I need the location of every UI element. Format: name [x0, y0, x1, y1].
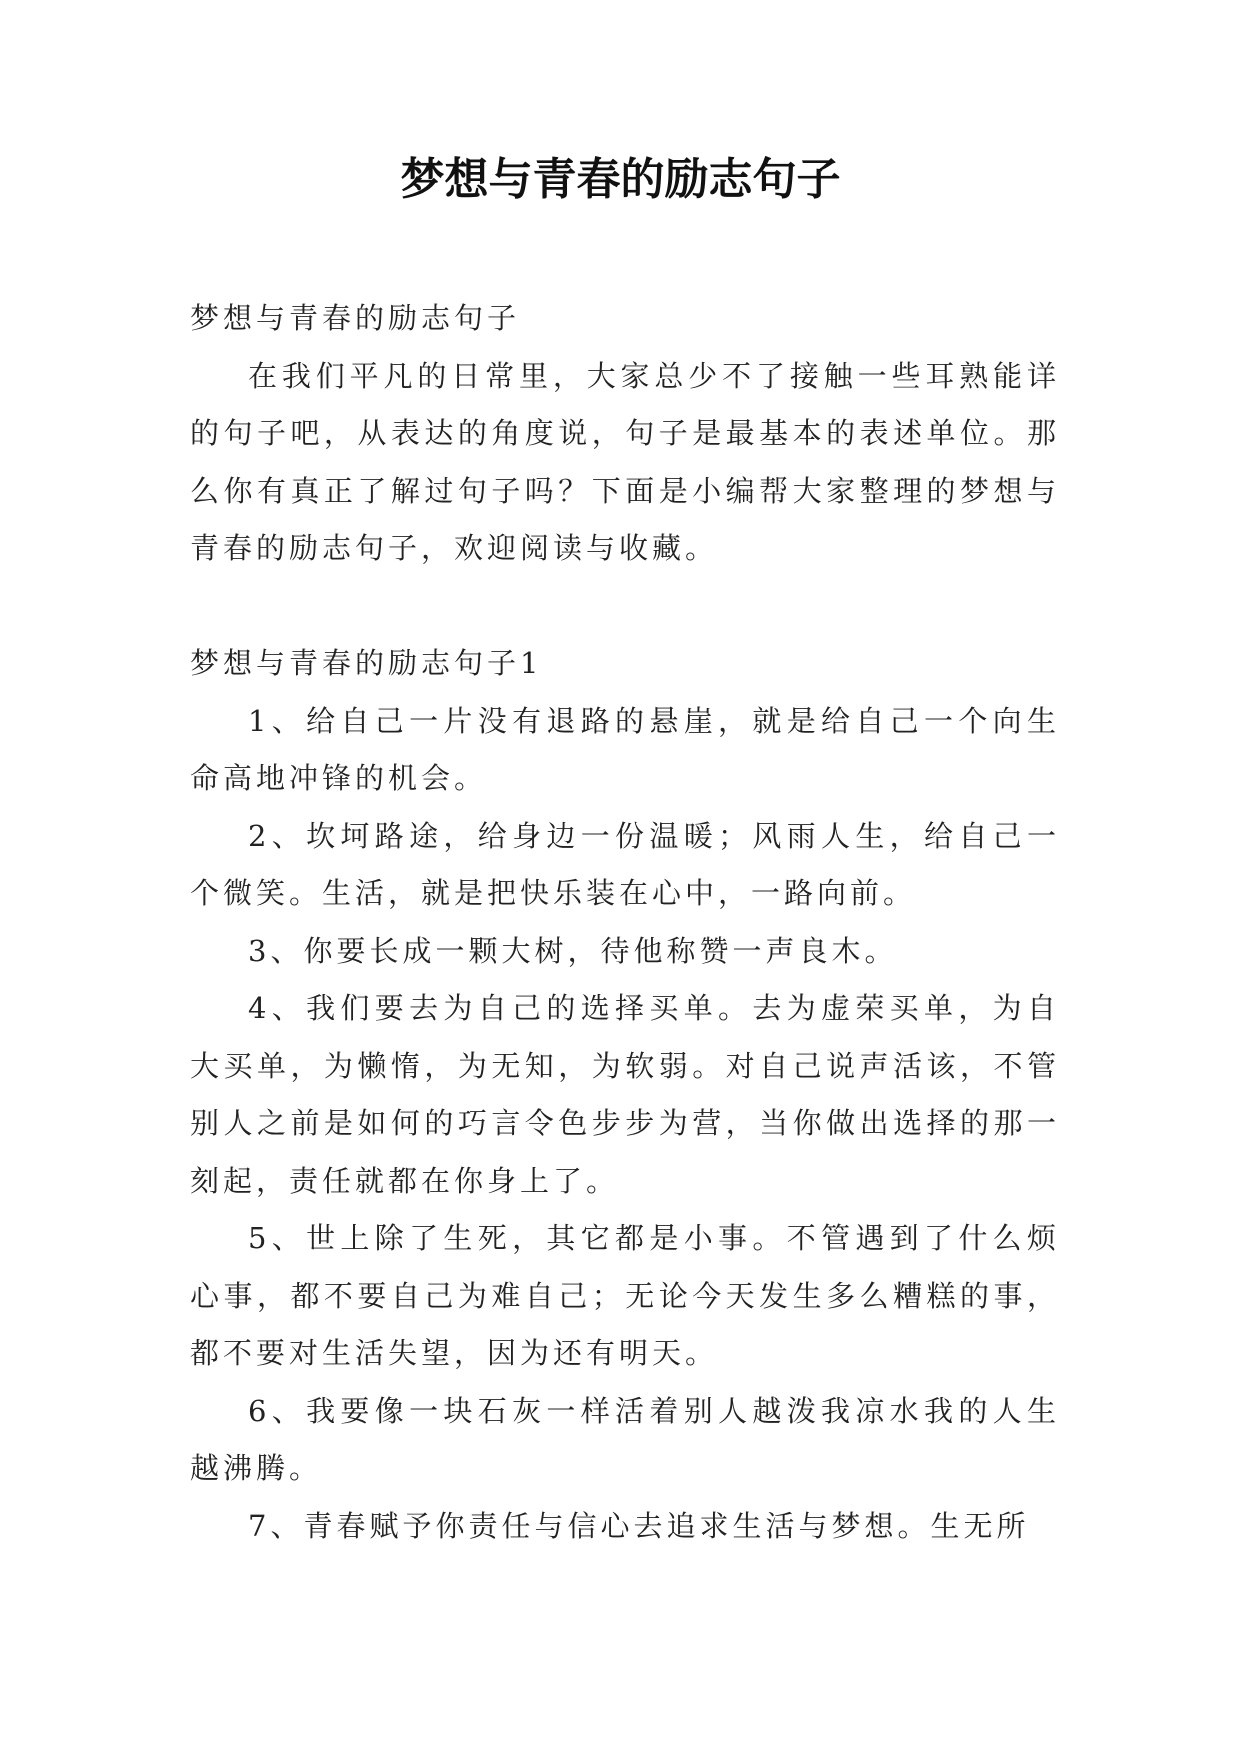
section-heading: 梦想与青春的励志句子1	[190, 646, 543, 680]
quote-item-1: 1、给自己一片没有退路的悬崖，就是给自己一个向生命高地冲锋的机会。	[190, 703, 1060, 795]
document-subtitle: 梦想与青春的励志句子	[190, 301, 521, 335]
document-title: 梦想与青春的励志句子	[400, 154, 841, 205]
document-body	[190, 290, 1060, 1555]
quote-item-2: 2、坎坷路途，给身边一份温暖；风雨人生，给自己一个微笑。生活，就是把快乐装在心中，一路向前。	[190, 818, 1060, 910]
quote-item-3: 3、你要长成一颗大树，待他称赞一声良木。	[248, 933, 898, 968]
quote-item-5: 5、世上除了生死，其它都是小事。不管遇到了什么烦心事，都不要自己为难自己；无论今天发生多么糟糕的事，都不要对生活失望，因为还有明天。	[190, 1221, 1060, 1370]
quote-item-6: 6、我要像一块石灰一样活着别人越泼我凉水我的人生越沸腾。	[190, 1393, 1060, 1485]
quote-item-4: 4、我们要去为自己的选择买单。去为虚荣买单，为自大买单，为懒惰，为无知，为软弱。对自己说声活该，不管别人之前是如何的巧言令色步步为营，当你做出选择的那一刻起，责任就都在你身上了。	[190, 991, 1060, 1198]
quote-item-7: 7、青春赋予你责任与信心去追求生活与梦想。生无所	[248, 1508, 1030, 1543]
paragraph-gap	[190, 578, 1060, 636]
intro-paragraph: 在我们平凡的日常里，大家总少不了接触一些耳熟能详的句子吧，从表达的角度说，句子是最基本的表述单位。那么你有真正了解过句子吗？下面是小编帮大家整理的梦想与青春的励志句子，欢迎阅读与收藏。	[190, 358, 1060, 565]
